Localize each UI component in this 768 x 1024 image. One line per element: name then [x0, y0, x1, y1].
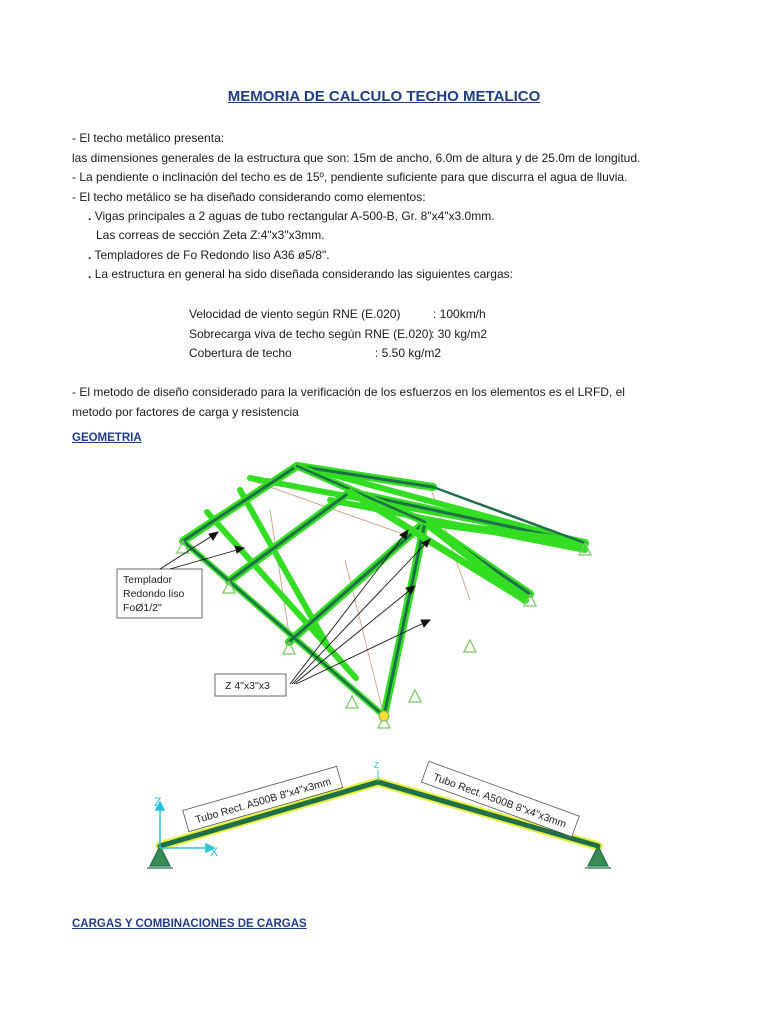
section-loads: CARGAS Y COMBINACIONES DE CARGAS — [72, 918, 307, 930]
axis-x-label: X — [210, 845, 219, 859]
intro-line-4: - El techo metálico se ha diseñado considerando como elementos: — [72, 190, 426, 204]
intro-line-2: las dimensiones generales de la estructura que son: 15m de ancho, 6.0m de altura y de 25.0m de longitud. — [72, 151, 641, 165]
bullet-text: Vigas principales a 2 aguas de tubo rectangular A-500-B, Gr. 8"x4"x3.0mm. — [94, 209, 495, 223]
bullet-marker: . — [88, 209, 92, 223]
bullet-text: La estructura en general ha sido diseñada considerando las siguientes cargas: — [94, 267, 513, 281]
section-geometry: GEOMETRIA — [72, 432, 142, 444]
load-label: Sobrecarga viva de techo según RNE (E.020) — [189, 327, 433, 341]
bullet-text: Templadores de Fo Redondo liso A36 ø5/8". — [94, 248, 330, 262]
bullet-item-2 — [88, 248, 330, 262]
method-line-1: - El metodo de diseño considerado para la verificación de los esfuerzos en los elementos es el LRFD, el — [72, 385, 625, 399]
load-value: : 30 kg/m2 — [431, 327, 488, 341]
callout-line: FoØ1/2" — [123, 602, 162, 614]
bullet-marker: . — [88, 267, 92, 281]
bullet-marker: . — [88, 248, 92, 262]
intro-line-3: - La pendiente o inclinación del techo es de 15º, pendiente suficiente para que discurra el agua de lluvia. — [72, 170, 628, 184]
page-title: MEMORIA DE CALCULO TECHO METALICO — [227, 88, 541, 105]
bullet-item-1b: Las correas de sección Zeta Z:4"x3"x3mm. — [96, 228, 325, 242]
beam-label-left: Tubo Rect. A500B 8"x4"x3mm — [193, 775, 333, 827]
axis-z-label: Z — [154, 795, 162, 809]
callout-templador — [117, 569, 202, 618]
load-label: Velocidad de viento según RNE (E.020) — [189, 307, 401, 321]
bullet-item-3 — [88, 267, 513, 281]
support-right — [585, 846, 611, 868]
load-label: Cobertura de techo — [189, 346, 292, 360]
beam-label-right: Tubo Rect. A500B 8"x4"x3mm — [431, 771, 568, 831]
callout-line: Redondo liso — [123, 588, 185, 600]
callout-z — [215, 674, 286, 696]
load-value: : 5.50 kg/m2 — [375, 346, 442, 360]
apex-z-label: Z — [374, 761, 379, 770]
support-node-icon — [379, 711, 389, 721]
load-value: : 100km/h — [433, 307, 486, 321]
support-left — [147, 846, 173, 868]
roof-3d-figure — [0, 450, 768, 750]
callout-z-text: Z 4"x3"x3 — [225, 680, 270, 692]
intro-line-1: - El techo metálico presenta: — [72, 131, 225, 145]
bullet-item-1 — [88, 209, 495, 223]
callout-line: Templador — [123, 574, 173, 586]
method-line-2: metodo por factores de carga y resistencia — [72, 405, 299, 419]
frame-2d-figure — [0, 750, 768, 880]
